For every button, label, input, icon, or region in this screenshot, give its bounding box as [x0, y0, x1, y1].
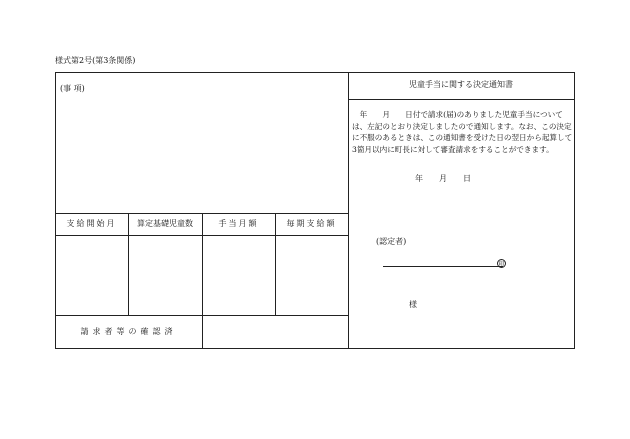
form-number: 様式第2号(第3条関係)	[55, 56, 136, 65]
notice-date: 年 月 日	[415, 174, 471, 183]
matter-label: (事 項)	[60, 84, 85, 93]
confirmation-label: 請求者等の確認済	[80, 327, 177, 336]
title-underline	[348, 99, 574, 100]
signature-line	[383, 266, 503, 267]
certifier-label: (認定者)	[376, 237, 407, 246]
column-header-monthly-amount: 手当月額	[218, 219, 259, 228]
center-divider	[348, 73, 349, 348]
column-header-period-payment: 毎期支給額	[286, 219, 337, 228]
notice-title: 児童手当に関する決定通知書	[409, 80, 513, 89]
honorific: 様	[409, 300, 417, 309]
col-divider-2	[202, 213, 203, 348]
column-header-start-month: 支給開始月	[66, 219, 117, 228]
column-header-children-count: 算定基礎児童数	[137, 219, 193, 228]
seal-mark-icon: 印	[498, 261, 505, 268]
notice-paragraph: 年 月 日付で請求(届)のありました児童手当については、左記のとおり決定しましたので通知します。なお、この決定に不服のあるときは、この通知書を受けた日の翌日から起算して3箇月以内に町長に対して審査請求をすることができます。	[352, 110, 573, 154]
